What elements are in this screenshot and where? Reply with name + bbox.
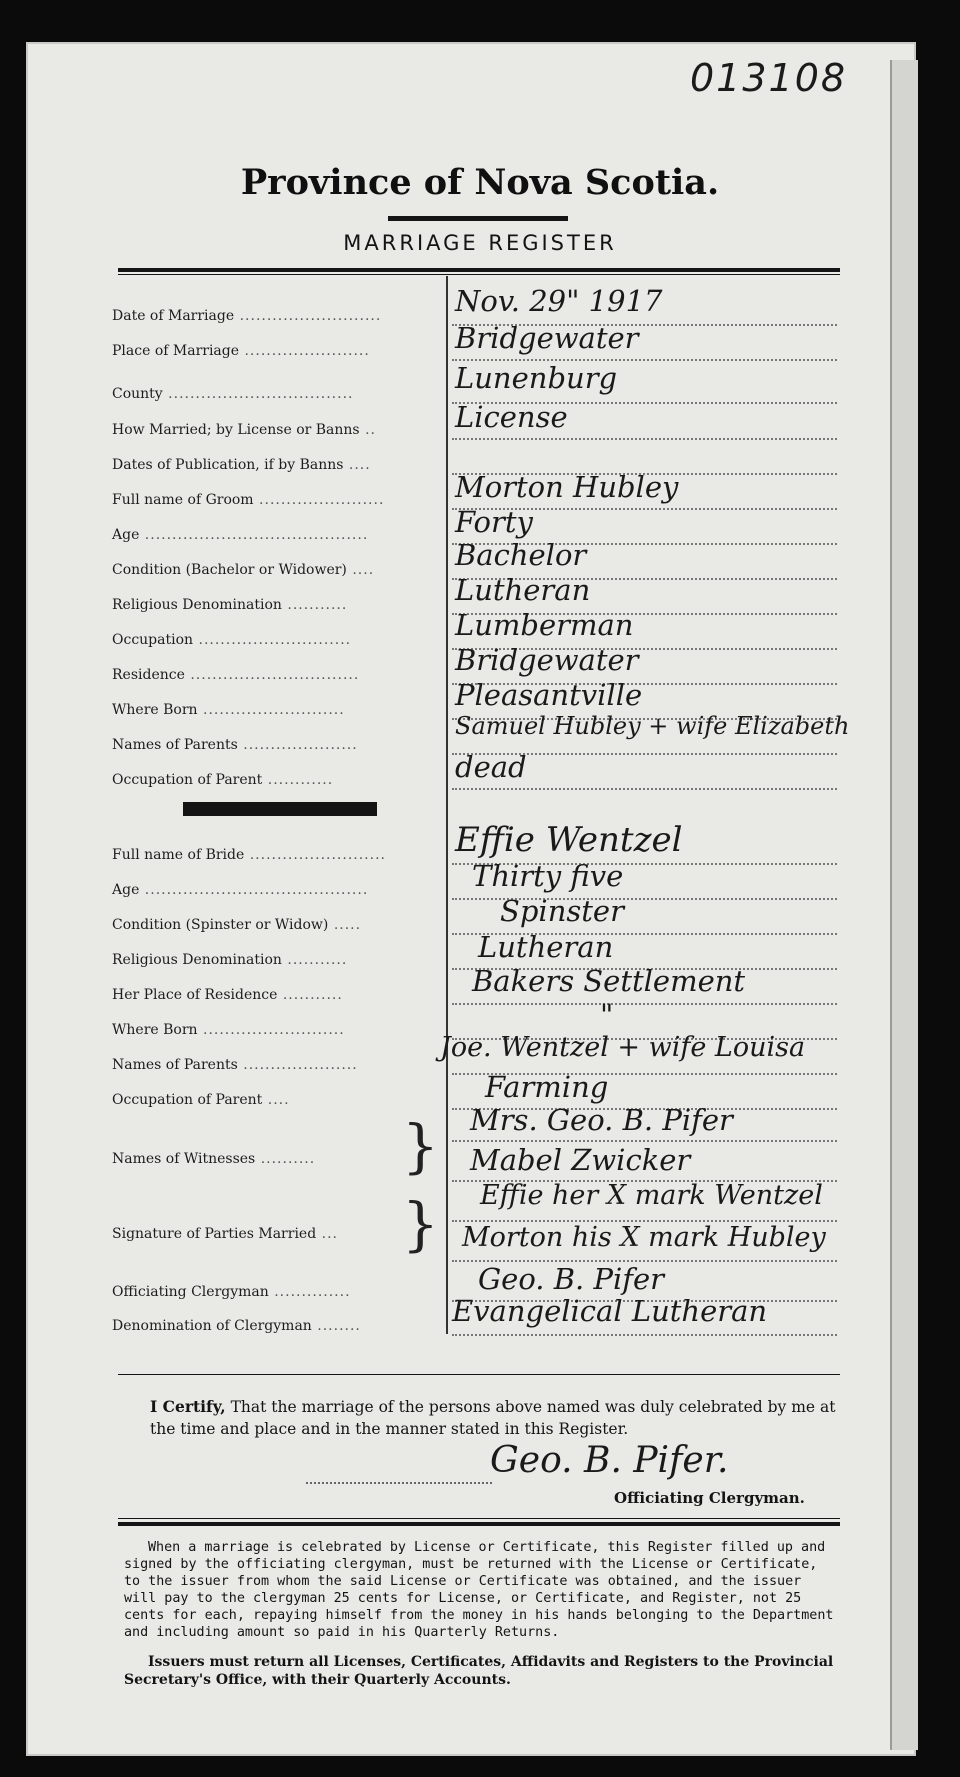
field-value-groom-religion: Lutheran xyxy=(455,573,591,607)
notice-paragraph-issuers: Issuers must return all Licenses, Certificates, Affidavits and Registers to the Provincial Secretary's Office, with their Quarterly Accounts. xyxy=(124,1654,834,1688)
witness-1: Mrs. Geo. B. Pifer xyxy=(470,1103,733,1137)
page-title: Province of Nova Scotia. xyxy=(240,162,720,203)
field-value-groom-condition: Bachelor xyxy=(455,538,587,572)
field-value-bride-age: Thirty five xyxy=(472,859,624,893)
signatures-brace: } xyxy=(402,1190,439,1258)
field-label-groom-parents: Names of Parents ..................... xyxy=(112,737,358,753)
field-value-clergy-denomination: Evangelical Lutheran xyxy=(452,1294,768,1328)
field-label-groom-residence: Residence ............................... xyxy=(112,667,360,683)
footer-divider xyxy=(118,1522,840,1526)
field-value-groom-birthplace: Pleasantville xyxy=(455,678,643,712)
field-value-bride-birthplace: " xyxy=(600,998,614,1032)
field-label-how-married: How Married; by License or Banns .. xyxy=(112,422,376,438)
field-value-bride-parent-occupation: Farming xyxy=(485,1070,609,1104)
field-label-bride-parents: Names of Parents ..................... xyxy=(112,1057,358,1073)
field-line xyxy=(452,1334,837,1336)
clergyman-signature: Geo. B. Pifer. xyxy=(490,1440,729,1481)
field-value-bride-parents: Joe. Wentzel + wife Louisa xyxy=(440,1032,806,1063)
header-divider xyxy=(118,268,840,272)
field-label-witnesses: Names of Witnesses .......... xyxy=(112,1151,316,1167)
certification-text xyxy=(150,1396,840,1440)
field-label-bride-parent-occupation: Occupation of Parent .... xyxy=(112,1092,290,1108)
header-divider-thin xyxy=(118,274,840,275)
field-label-bride-residence: Her Place of Residence ........... xyxy=(112,987,343,1003)
field-value-place-of-marriage: Bridgewater xyxy=(455,321,639,355)
field-value-date-of-marriage: Nov. 29" 1917 xyxy=(455,284,663,318)
paper-edge xyxy=(890,60,918,1750)
field-label-signatures: Signature of Parties Married ... xyxy=(112,1226,338,1242)
field-label-dates-of-publication: Dates of Publication, if by Banns .... xyxy=(112,457,371,473)
footer-divider-thin xyxy=(118,1518,840,1519)
reference-number: 013108 xyxy=(690,56,848,100)
field-value-bride-religion: Lutheran xyxy=(478,930,614,964)
field-label-bride-name: Full name of Bride ......................... xyxy=(112,847,386,863)
field-value-groom-residence: Bridgewater xyxy=(455,643,639,677)
bride-section-bar xyxy=(183,802,377,816)
signature-bride: Effie her X mark Wentzel xyxy=(480,1180,823,1211)
witness-2: Mabel Zwicker xyxy=(470,1143,691,1177)
signatory-title: Officiating Clergyman. xyxy=(614,1489,805,1507)
field-value-officiating-clergyman: Geo. B. Pifer xyxy=(478,1262,665,1296)
field-label-groom-parent-occupation: Occupation of Parent ............ xyxy=(112,772,334,788)
field-value-bride-condition: Spinster xyxy=(500,894,624,928)
field-label-bride-age: Age ......................................... xyxy=(112,882,369,898)
field-label-county: County .................................. xyxy=(112,386,354,402)
field-value-bride-residence: Bakers Settlement xyxy=(472,964,746,998)
signature-groom: Morton his X mark Hubley xyxy=(462,1222,826,1253)
field-line xyxy=(452,438,837,440)
field-value-groom-parent-occupation: dead xyxy=(455,750,527,784)
field-line xyxy=(452,788,837,790)
field-label-groom-condition: Condition (Bachelor or Widower) .... xyxy=(112,562,375,578)
field-label-groom-birthplace: Where Born .......................... xyxy=(112,702,345,718)
field-label-groom-age: Age ......................................... xyxy=(112,527,369,543)
field-line xyxy=(452,1003,837,1005)
field-value-groom-name: Morton Hubley xyxy=(455,470,679,504)
field-label-date-of-marriage: Date of Marriage .......................... xyxy=(112,308,382,324)
field-line xyxy=(452,1140,837,1142)
section-divider xyxy=(118,1374,840,1375)
signature-line xyxy=(306,1482,492,1484)
field-label-groom-occupation: Occupation ............................ xyxy=(112,632,352,648)
field-label-bride-birthplace: Where Born .......................... xyxy=(112,1022,345,1038)
column-divider xyxy=(446,276,448,1334)
field-label-groom-name: Full name of Groom ....................... xyxy=(112,492,385,508)
field-label-bride-condition: Condition (Spinster or Widow) ..... xyxy=(112,917,362,933)
field-value-groom-parents: Samuel Hubley + wife Elizabeth xyxy=(455,712,850,740)
field-label-place-of-marriage: Place of Marriage ....................... xyxy=(112,343,370,359)
title-rule xyxy=(388,216,568,221)
field-value-county: Lunenburg xyxy=(455,361,618,395)
field-value-how-married: License xyxy=(455,400,568,434)
field-label-clergy-denomination: Denomination of Clergyman ........ xyxy=(112,1318,361,1334)
field-value-groom-age: Forty xyxy=(455,505,533,539)
certify-body: That the marriage of the persons above named was duly celebrated by me at the time and place and in the manner stated in this Register. xyxy=(150,1398,836,1438)
witnesses-brace: } xyxy=(402,1112,439,1180)
field-value-bride-name: Effie Wentzel xyxy=(455,820,683,860)
certify-lead: I Certify, xyxy=(150,1397,226,1416)
field-label-bride-religion: Religious Denomination ........... xyxy=(112,952,348,968)
field-label-officiating-clergyman: Officiating Clergyman .............. xyxy=(112,1284,351,1300)
field-value-groom-occupation: Lumberman xyxy=(455,608,634,642)
field-label-groom-religion: Religious Denomination ........... xyxy=(112,597,348,613)
page-subtitle: MARRIAGE REGISTER xyxy=(343,231,617,255)
notice-paragraph: When a marriage is celebrated by License or Certificate, this Register filled up and signed by the officiating clergyman, must be returned with the License or Certificate, to the issuer from whom the said License or Certificate was obtained, and the issuer will pay to the clergyman 25 cents for License, or Certificate, and Register, not 25 cents for each, repaying himself from the money in his hands belonging to the Department and including amount so paid in his Quarterly Returns. xyxy=(124,1540,834,1640)
